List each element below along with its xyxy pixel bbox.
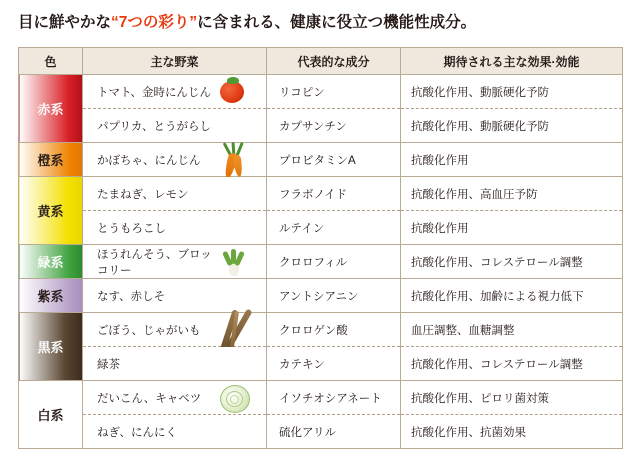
color-group-cell: 黒系 [19,313,83,381]
title-highlight: “7つの彩り” [111,14,198,31]
component-cell: ルテイン [267,211,401,245]
vegetables-label: 緑茶 [97,358,120,371]
effects-cell: 抗酸化作用、加齢による視力低下 [401,279,623,313]
vegetables-label: パプリカ、とうがらし [97,120,211,133]
effects-cell: 抗酸化作用、抗菌効果 [401,415,623,449]
vegetables-label: なす、赤しそ [97,290,166,303]
table-row [19,177,623,211]
table-row [19,245,623,279]
effects-cell: 抗酸化作用、動脈硬化予防 [401,75,623,109]
component-cell: リコピン [267,75,401,109]
table-row [19,415,623,449]
component-cell: クロロゲン酸 [267,313,401,347]
column-header-effects: 期待される主な効果·効能 [401,48,623,75]
component-cell: カプサンチン [267,109,401,143]
icon-slot-empty [212,349,258,379]
leek-icon [212,247,258,277]
title-pre: 目に鮮やかな [18,14,112,31]
burdock-icon [212,315,258,345]
table-row [19,381,623,415]
vegetables-label: かぼちゃ、にんじん [97,154,201,167]
table-row [19,279,623,313]
effects-cell: 血圧調整、血糖調整 [401,313,623,347]
vegetables-label: ねぎ、にんにく [97,426,178,439]
color-group-cell: 橙系 [19,143,83,177]
effects-cell: 抗酸化作用、コレステロール調整 [401,245,623,279]
component-cell: カテキン [267,347,401,381]
vegetables-label: だいこん、キャベツ [97,392,202,405]
page-title [18,10,476,32]
table-row [19,75,623,109]
table-row [19,211,623,245]
color-group-cell: 緑系 [19,245,83,279]
component-cell: プロビタミンA [267,143,401,177]
table-row [19,313,623,347]
component-cell: フラボノイド [267,177,401,211]
vegetables-cell [83,347,267,381]
effects-cell: 抗酸化作用、ピロリ菌対策 [401,381,623,415]
vegetables-cell [83,177,267,211]
vegetables-cell [83,381,267,415]
icon-slot-empty [212,213,258,243]
vegetables-cell [83,143,267,177]
vegetables-cell [83,313,267,347]
cabbage-icon [212,383,258,413]
component-cell: 硫化アリル [267,415,401,449]
table-row [19,143,623,177]
vegetables-cell [83,415,267,449]
table-row [19,347,623,381]
icon-slot-empty [212,417,258,447]
component-cell: クロロフィル [267,245,401,279]
vegetables-label: ごぼう、じゃがいも [97,324,201,337]
color-group-cell: 赤系 [19,75,83,143]
carrot-icon [212,145,258,175]
table-header-row [19,48,623,75]
vegetables-cell [83,211,267,245]
effects-cell: 抗酸化作用、コレステロール調整 [401,347,623,381]
title-post: に含まれる、健康に役立つ機能性成分。 [197,14,477,31]
effects-cell: 抗酸化作用 [401,211,623,245]
vegetables-cell [83,75,267,109]
component-cell: アントシアニン [267,279,401,313]
icon-slot-empty [212,111,258,141]
color-group-cell: 白系 [19,381,83,449]
icon-slot-empty [212,179,258,209]
table-row [19,109,623,143]
nutrition-table [18,47,623,449]
vegetables-label: とうもろこし [97,222,166,235]
vegetables-cell [83,109,267,143]
effects-cell: 抗酸化作用、高血圧予防 [401,177,623,211]
vegetables-label: たまねぎ、レモン [97,188,189,201]
component-cell: イソチオシアネート [267,381,401,415]
color-group-cell: 黄系 [19,177,83,245]
vegetables-label: ほうれんそう、ブロッコリー [97,248,212,277]
tomato-icon [212,77,258,107]
column-header-component: 代表的な成分 [267,48,401,75]
column-header-vegetables: 主な野菜 [83,48,267,75]
table-header [19,48,623,75]
effects-cell: 抗酸化作用、動脈硬化予防 [401,109,623,143]
color-group-cell: 紫系 [19,279,83,313]
column-header-color: 色 [19,48,83,75]
table-body [19,75,623,449]
vegetables-label: トマト、金時にんじん [97,86,211,99]
vegetables-cell [83,245,267,279]
effects-cell: 抗酸化作用 [401,143,623,177]
